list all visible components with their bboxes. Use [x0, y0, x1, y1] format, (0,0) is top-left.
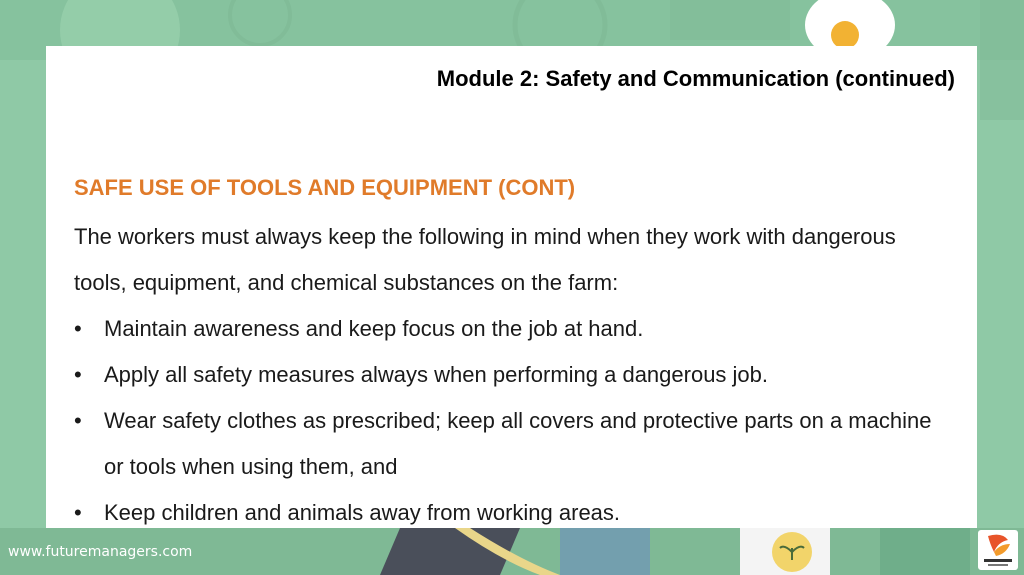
bullet-dot-icon: •: [74, 408, 82, 433]
bullet-dot-icon: •: [74, 316, 82, 341]
section-heading: SAFE USE OF TOOLS AND EQUIPMENT (CONT): [74, 175, 576, 200]
bullet-text: Maintain awareness and keep focus on the job at hand.: [104, 316, 644, 341]
bullet-item: [74, 398, 954, 490]
bullet-text: Wear safety clothes as prescribed; keep all covers and protective parts on a machine or tools when using them, and: [104, 408, 932, 479]
footer-website-url[interactable]: www.futuremanagers.com: [8, 544, 193, 560]
module-title: Module 2: Safety and Communication (continued): [436, 66, 955, 91]
bullet-text: Apply all safety measures always when performing a dangerous job.: [104, 362, 769, 387]
bullet-item: [74, 490, 954, 536]
slide-body: [74, 175, 954, 536]
bullet-dot-icon: •: [74, 362, 82, 387]
bullet-item: [74, 352, 954, 398]
slide-content-card: [46, 46, 977, 528]
futuremanagers-logo-icon: [978, 530, 1018, 570]
bullet-item: [74, 306, 954, 352]
bullet-list: [74, 306, 954, 536]
bullet-dot-icon: •: [74, 500, 82, 525]
bullet-text: Keep children and animals away from working areas.: [104, 500, 621, 525]
intro-paragraph: The workers must always keep the following in mind when they work with dangerous tools, equipment, and chemical substances on the farm:: [74, 224, 896, 295]
